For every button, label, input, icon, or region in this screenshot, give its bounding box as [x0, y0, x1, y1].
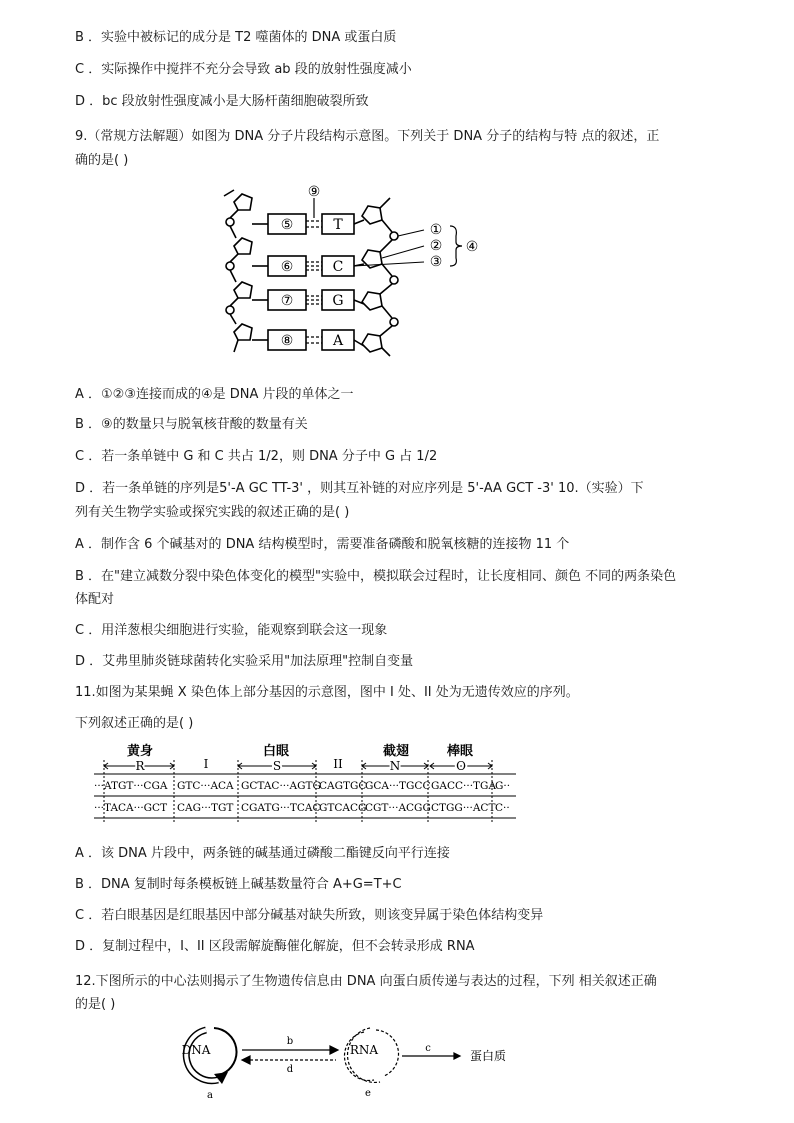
seq-bottom-5: CGT···ACGG [365, 802, 431, 814]
question-12-stem: 12.下图所示的中心法则揭示了生物遗传信息由 DNA 向蛋白质传递与表达的过程，下列 相关叙述正确 [75, 974, 657, 989]
base-label-6: ⑥ [280, 259, 294, 275]
sugar-left-1 [234, 194, 252, 210]
gene-bangyan: 棒眼 [446, 744, 474, 759]
seq-top-7: G·· [495, 780, 511, 792]
gene-letter-S: S [272, 759, 282, 773]
seq-bottom-1: ···TACA···GCT [94, 802, 168, 814]
seq-top-3: GCTAC···AGTG [241, 780, 321, 792]
sugar-right-4 [362, 334, 382, 352]
option-9a: A ．①②③连接而成的④是 DNA 片段的单体之一 [75, 387, 354, 402]
dna-label: DNA [181, 1043, 211, 1057]
seq-bottom-3: CGATG···TCAC [241, 802, 321, 814]
seq-bottom-6: CTGG···ACT [431, 802, 496, 814]
question-12-stem-cont: 的是( ) [75, 997, 116, 1012]
option-8d: D ．bc 段放射性强度减小是大肠杆菌细胞破裂所致 [75, 94, 369, 109]
protein-label: 蛋白质 [469, 1049, 507, 1063]
label-4: ④ [465, 239, 479, 255]
base-label-8: ⑧ [280, 333, 294, 349]
base-label-5: ⑤ [280, 217, 294, 233]
region-I: I [203, 757, 209, 771]
label-d: d [286, 1064, 294, 1075]
option-11c: C ．若白眼基因是红眼基因中部分碱基对缺失所致，则该变异属于染色体结构变异 [75, 908, 544, 923]
question-9-stem: 9.（常规方法解题）如图为 DNA 分子片段结构示意图。下列关于 DNA 分子的结构与特 点的叙述，正 [75, 129, 660, 144]
sugar-left-4 [234, 324, 252, 340]
seq-top-2: GTC···ACA [177, 780, 234, 792]
label-2: ② [429, 238, 443, 254]
seq-bottom-7: C·· [495, 802, 510, 814]
gene-map-figure [90, 740, 520, 826]
base-C: C [332, 259, 344, 275]
option-11a: A ．该 DNA 片段中，两条链的碱基通过磷酸二酯键反向平行连接 [75, 846, 450, 861]
gene-letter-O: O [456, 759, 466, 773]
central-dogma-figure [170, 1018, 520, 1104]
base-T: T [333, 217, 343, 233]
label-3: ③ [429, 254, 443, 270]
option-10d: D ．艾弗里肺炎链球菌转化实验采用"加法原理"控制自变量 [75, 654, 414, 669]
region-II: II [333, 757, 343, 771]
gene-baiyan: 白眼 [262, 744, 290, 759]
label-a: a [207, 1090, 213, 1101]
question-11-stem: 11.如图为某果蝇 X 染色体上部分基因的示意图，图中 I 处、II 处为无遗传效应的序列。 [75, 685, 579, 700]
base-label-7: ⑦ [280, 293, 294, 309]
question-11-stem-cont: 下列叙述正确的是( ) [75, 716, 194, 731]
option-10a: A ．制作含 6 个碱基对的 DNA 结构模型时，需要准备磷酸和脱氧核糖的连接物 11 个 [75, 537, 570, 552]
seq-top-4: CAGTGC [319, 780, 367, 792]
sugar-right-1 [362, 206, 382, 224]
question-9-stem-cont: 确的是( ) [75, 153, 129, 168]
seq-top-1: ···ATGT···CGA [94, 780, 168, 792]
seq-bottom-4: GTCACG [319, 802, 367, 814]
base-G: G [332, 293, 344, 309]
gene-letter-R: R [135, 759, 145, 773]
seq-top-6: GACC···TGA [431, 780, 497, 792]
label-c: c [425, 1043, 431, 1054]
option-11b: B ．DNA 复制时每条模板链上碱基数量符合 A+G=T+C [75, 877, 402, 892]
rna-label: RNA [349, 1043, 379, 1057]
seq-bottom-2: CAG···TGT [177, 802, 234, 814]
option-11d: D ．复制过程中，I、II 区段需解旋酶催化解旋，但不会转录形成 RNA [75, 939, 475, 954]
sugar-left-3 [234, 282, 252, 298]
option-8b: B ．实验中被标记的成分是 T2 噬菌体的 DNA 或蛋白质 [75, 30, 397, 45]
base-A: A [332, 333, 344, 349]
label-9: ⑨ [307, 184, 321, 200]
label-b: b [286, 1036, 294, 1047]
gene-letter-N: N [389, 759, 401, 773]
sugar-right-3 [362, 292, 382, 310]
label-e: e [365, 1088, 371, 1099]
label-1: ① [429, 222, 443, 238]
seq-top-5: GCA···TGCC [365, 780, 431, 792]
option-10b-cont: 体配对 [75, 592, 115, 607]
option-8c: C ．实际操作中搅拌不充分会导致 ab 段的放射性强度减小 [75, 62, 412, 77]
option-9c: C ．若一条单链中 G 和 C 共占 1/2，则 DNA 分子中 G 占 1/2 [75, 449, 438, 464]
question-10-stem: 列有关生物学实验或探究实践的叙述正确的是( ) [75, 505, 350, 520]
option-10c: C ．用洋葱根尖细胞进行实验，能观察到联会这一现象 [75, 623, 388, 638]
option-10b: B ．在"建立减数分裂中染色体变化的模型"实验中，模拟联会过程时，让长度相同、颜色 不同的两条染色 [75, 569, 677, 584]
gene-jiechi: 截翅 [382, 744, 410, 759]
dna-structure-figure [212, 184, 492, 364]
gene-huangshen: 黄身 [126, 744, 154, 759]
sugar-left-2 [234, 238, 252, 254]
option-9d: D ．若一条单链的序列是5'-A GC TT-3' ，则其互补链的对应序列是 5'-AA GCT -3' 10.（实验）下 [75, 481, 644, 496]
option-9b: B ．⑨的数量只与脱氧核苷酸的数量有关 [75, 417, 308, 432]
